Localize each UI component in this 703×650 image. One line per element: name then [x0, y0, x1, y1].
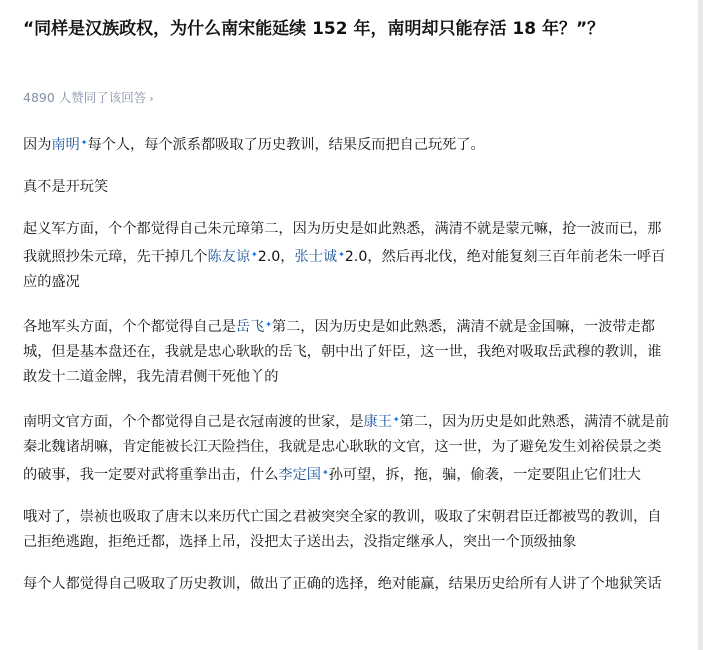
text-segment: 第二，因为历史是如此熟悉，满清不就是前秦北魏诸胡嘛，肯定能被长江天险挡住，我就是忠心耿耿的文官，这一世，为了避免发生刘裕侯景之类的破事，我一定要对武将重拳出击，什么 — [23, 414, 670, 483]
paragraph-2: 真不是开玩笑 — [23, 179, 109, 195]
text-segment: 每个人，每个派系都吸取了历史教训，结果反而把自己玩死了。 — [87, 137, 485, 153]
keyword-link-lidingguo[interactable] — [278, 467, 328, 483]
text-segment: 起义军方面，个个都觉得自己朱元璋第二，因为历史是如此熟悉，满清不就是蒙元嘛，抢一波而已，那我就照抄朱元璋，先干掉几个 — [23, 221, 662, 265]
spark-icon: ✦ — [80, 138, 88, 147]
chevron-right-icon: › — [149, 92, 154, 105]
paragraph-6: 哦对了，崇祯也吸取了唐末以来历代亡国之君被突突全家的教训，吸取了宋朝君臣迁都被骂的教训，自己拒绝逃跑，拒绝迁都，选择上吊，没把太子送出去，没指定继承人，突出一个顶级抽象 — [23, 509, 662, 550]
page-edge-divider — [698, 0, 703, 650]
keyword-link-chenyouliang[interactable] — [207, 249, 257, 265]
paragraph-5 — [23, 407, 673, 488]
keyword-link-yuefei[interactable] — [236, 319, 272, 335]
text-segment: 各地军头方面，个个都觉得自己是 — [23, 319, 236, 335]
spark-icon: ✦ — [338, 250, 345, 259]
spark-icon: ✦ — [321, 468, 329, 477]
upvote-count-text: 4890 人赞同了该回答 — [23, 90, 147, 105]
text-segment: 南明文官方面，个个都觉得自己是衣冠南渡的世家，是 — [23, 414, 364, 430]
paragraph-7: 每个人都觉得自己吸取了历史教训，做出了正确的选择，绝对能赢，结果历史给所有人讲了个地狱笑话 — [23, 576, 662, 592]
upvote-count-link[interactable] — [23, 89, 154, 108]
keyword-link-kangwang[interactable] — [364, 414, 400, 430]
text-segment: 孙可望，拆，拖，骗，偷袭，一定要阻止它们壮大 — [328, 467, 641, 483]
text-segment: 因为 — [23, 137, 52, 153]
keyword-label: 岳飞 — [235, 319, 265, 335]
spark-icon: ✦ — [265, 320, 272, 329]
keyword-label: 李定国 — [278, 467, 321, 483]
answer-content — [23, 130, 673, 614]
keyword-label: 南明 — [51, 137, 80, 153]
keyword-label: 康王 — [363, 414, 392, 430]
spark-icon: ✦ — [251, 250, 258, 259]
text-segment: 第二，因为历史是如此熟悉，满清不就是金国嘛，一波带走都城，但是基本盘还在，我就是忠心耿耿的岳飞，朝中出了奸臣，这一世，我绝对吸取岳武穆的教训，谁敢发十二道金牌，我先清君侧干死他丫的 — [23, 319, 662, 385]
spark-icon: ✦ — [392, 415, 400, 424]
paragraph-4 — [23, 312, 673, 390]
paragraph-3 — [23, 217, 673, 295]
keyword-label: 陈友谅 — [207, 249, 251, 265]
paragraph-1 — [23, 130, 673, 158]
keyword-link-nanming[interactable] — [51, 137, 87, 153]
keyword-link-zhangshicheng[interactable] — [295, 249, 345, 265]
question-title[interactable]: “同样是汉族政权，为什么南宋能延续 152 年，南明却只能存活 18 年？”？ — [23, 19, 605, 39]
text-segment: 2.0，然后再北伐，绝对能复刻三百年前老朱一呼百应的盛况 — [23, 249, 666, 290]
keyword-label: 张士诚 — [294, 249, 338, 265]
text-segment: 2.0， — [257, 249, 295, 265]
